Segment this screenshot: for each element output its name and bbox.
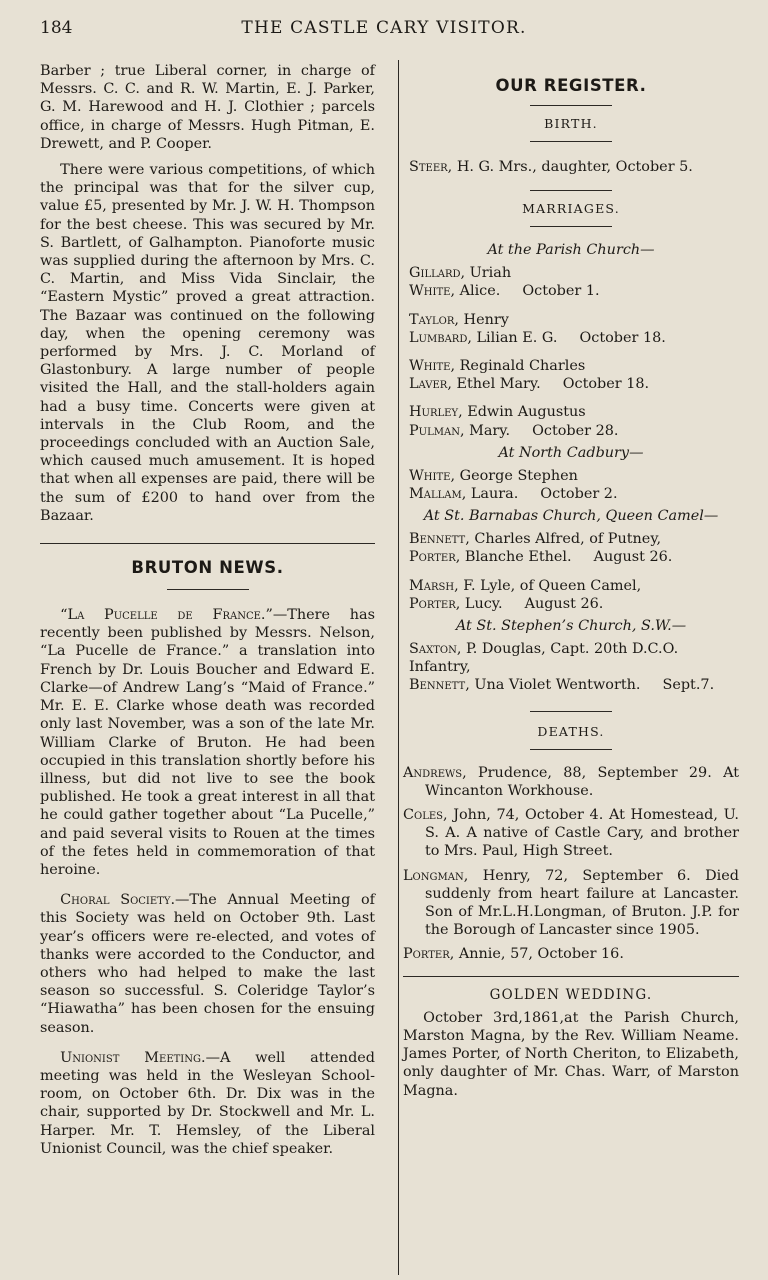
unionist-body: —A well attended meeting was held in the Wesleyan School-room, on October 6th. Dr. Dix was in the chair, supported by Dr. Stockwell and Mr. L. Harper. Mr. T. Hemsley, of the Liberal Unionist Council, was the chief speaker. [40,1049,376,1157]
choral-body: —The Annual Meeting of this Society was held on October 9th. Last year’s officers were re-elected, and votes of thanks were accorded to the Conductor, and others who had helped to make the last season so successful. S. Coleridge Taylor’s “Hiawatha” has been chosen for the ensuing season. [40,892,376,1036]
page-number: 184 [40,18,73,38]
marriage-bride-line [409,676,739,694]
bazaar-paragraph-1: Barber ; true Liberal corner, in charge of Messrs. C. C. and R. W. Martin, E. J. Parker, G. M. Harewood and H. J. Clothier ; parcels office, in charge of Messrs. Hugh Pitman, E. Drewett, and P. Cooper. [40,63,375,152]
register-title: OUR REGISTER. [495,76,647,95]
birth-heading: BIRTH. [544,116,598,131]
bride-details: , Lucy. [455,595,503,612]
marriage-groom-line [409,357,739,375]
title-rule [530,190,612,191]
golden-wedding-heading: GOLDEN WEDDING. [489,986,653,1003]
title-rule [530,749,612,750]
groom-details: , Henry [454,311,509,328]
pucelle-paragraph [40,606,375,879]
marriage-bride-line [409,595,739,613]
bride-details: , Laura. [461,486,519,503]
bride-surname: Laver [409,376,448,393]
groom-surname: White [409,467,451,484]
unionist-paragraph [40,1049,375,1158]
golden-wedding-body: October 3rd,1861,at the Parish Church, Marston Magna, by the Rev. William Neame. James Porter, of North Cheriton, to Elizabeth, only daughter of Mr. Chas. Warr, of Marston Magna. [403,1009,739,1099]
marriage-location: At North Cadbury— [498,444,644,461]
marriage-entry [403,577,739,613]
marriage-date: August 26. [524,595,604,612]
marriage-date: October 2. [540,486,618,503]
marriages-heading: MARRIAGES. [522,201,620,217]
marriage-groom-line [409,640,739,676]
marriage-groom-line [409,264,739,282]
marriages-list [403,241,739,694]
bride-surname: Mallam [409,486,462,503]
marriage-date: August 26. [593,549,673,566]
death-entry [403,867,739,940]
marriage-bride-line [409,329,739,347]
groom-surname: Hurley [409,404,459,421]
bride-surname: Pulman [409,422,460,439]
marriage-bride-line [409,485,739,503]
marriage-location: At St. Barnabas Church, Queen Camel— [423,508,719,525]
groom-details: , Uriah [460,265,512,282]
right-column [403,62,739,1100]
marriage-location: At St. Stephen’s Church, S.W.— [455,618,687,635]
marriage-date: October 18. [579,329,666,346]
marriage-groom-line [409,530,739,548]
death-entry [403,764,739,800]
title-rule [530,711,612,712]
death-details: , Annie, 57, October 16. [449,946,624,963]
section-divider [403,976,739,977]
bride-details: , Alice. [450,283,501,300]
groom-details: , F. Lyle, of Queen Camel, [454,577,642,594]
column-divider [398,60,399,1275]
section-divider [40,543,375,544]
death-entry [403,806,739,861]
groom-details: , Charles Alfred, of Putney, [465,531,662,548]
unionist-lead: Unionist Meeting. [60,1049,206,1066]
marriage-date: Sept.7. [662,677,715,694]
marriage-bride-line [409,375,739,393]
bride-details: , Lilian E. G. [467,329,558,346]
marriage-location: At the Parish Church— [487,242,655,259]
groom-details: , Edwin Augustus [458,404,586,421]
marriage-entry [403,264,739,300]
title-rule [530,141,612,142]
marriage-entry [403,311,739,347]
bride-surname: White [409,283,451,300]
marriage-date: October 1. [522,283,600,300]
bruton-news-title: BRUTON NEWS. [131,558,284,578]
bride-details: , Mary. [459,422,511,439]
groom-surname: Marsh [409,577,455,594]
bride-surname: Bennett [409,677,466,694]
groom-surname: Bennett [409,531,466,548]
choral-lead: Choral Society. [60,892,176,909]
marriage-bride-line [409,422,739,440]
death-details: , Henry, 72, September 6. Died suddenly from heart failure at Lancaster. Son of Mr.L.H.Longman, of Bruton. J.P. for the Borough of Lancaster since 1905. [425,867,739,939]
bride-surname: Lumbard [409,329,468,346]
death-details: , John, 74, October 4. At Homestead, U. S. A. A native of Castle Cary, and brother to Mrs. Paul, High Street. [425,807,739,860]
death-surname: Coles [403,807,444,824]
marriage-groom-line [409,311,739,329]
birth-entry [403,158,739,176]
pucelle-body: —There has recently been published by Messrs. Nelson, “La Pucelle de France.” a translation into French by Dr. Louis Boucher and Edward E. Clarke—of Andrew Lang’s “Maid of France.” Mr. E. E. Clarke whose death was recorded only last November, was a son of the late Mr. William Clarke of Bruton. He had been occupied in this translation shortly before his illness, but did not live to see the book published. He took a great interest in all that he could gather together about “La Pucelle,” and paid several visits to Rouen at the times of the fetes held in commemoration of that heroine. [40,607,376,878]
death-surname: Andrews [403,764,463,781]
marriage-groom-line [409,577,739,595]
marriage-entry [403,357,739,393]
marriage-date: October 28. [532,422,619,439]
marriage-bride-line [409,282,739,300]
groom-surname: White [409,358,451,375]
groom-details: , George Stephen [450,467,578,484]
death-surname: Porter [403,946,450,963]
marriage-date: October 18. [562,376,650,393]
marriage-entry [403,403,739,439]
bride-details: , Blanche Ethel. [455,549,572,566]
birth-surname: Steer [409,159,448,175]
groom-surname: Taylor [409,311,455,328]
bride-surname: Porter [409,549,456,566]
marriage-entry [403,530,739,566]
groom-surname: Saxton [409,641,457,658]
marriage-groom-line [409,467,739,485]
groom-surname: Gillard [409,265,461,282]
marriage-groom-line [409,403,739,421]
marriage-entry [403,467,739,503]
deaths-heading: DEATHS. [537,723,605,739]
death-entry [403,945,739,963]
death-surname: Longman [403,867,464,884]
left-column [40,62,375,1158]
choral-paragraph [40,891,375,1037]
pucelle-lead: “La Pucelle de France.” [60,607,273,624]
page-header [0,14,768,48]
birth-details: , H. G. Mrs., daughter, October 5. [447,159,693,175]
groom-details: , P. Douglas, Capt. 20th D.C.O. Infantry, [409,641,679,676]
title-rule [167,589,249,590]
title-rule [530,226,612,227]
bride-surname: Porter [409,595,456,612]
bazaar-paragraph-2: There were various competitions, of which the principal was that for the silver cup, value £5, presented by Mr. J. W. H. Thompson for the best cheese. This was secured by Mr. S. Bartlett, of Galhampton. Pianoforte music was supplied during the afternoon by Mrs. C. C. Martin, and Miss Vida Sinclair, the “Eastern Mystic” proved a great attraction. The Bazaar was continued on the following day, when the opening ceremony was performed by Mrs. J. C. Morland of Glastonbury. A large number of people visited the Hall, and the stall-holders again had a busy time. Concerts were given at intervals in the Club Room, and the proceedings concluded with an Auction Sale, which caused much amusement. It is hoped that when all expenses are paid, there will be the sum of £200 to hand over from the Bazaar. [40,162,375,524]
marriage-entry [403,640,739,695]
groom-details: , Reginald Charles [450,358,586,375]
death-details: , Prudence, 88, September 29. At Wincanton Workhouse. [425,764,739,799]
deaths-list [403,764,739,964]
bride-details: , Una Violet Wentworth. [465,677,641,694]
title-rule [530,105,612,106]
marriage-bride-line [409,548,739,566]
bride-details: , Ethel Mary. [447,376,541,393]
running-head: THE CASTLE CARY VISITOR. [241,18,527,38]
